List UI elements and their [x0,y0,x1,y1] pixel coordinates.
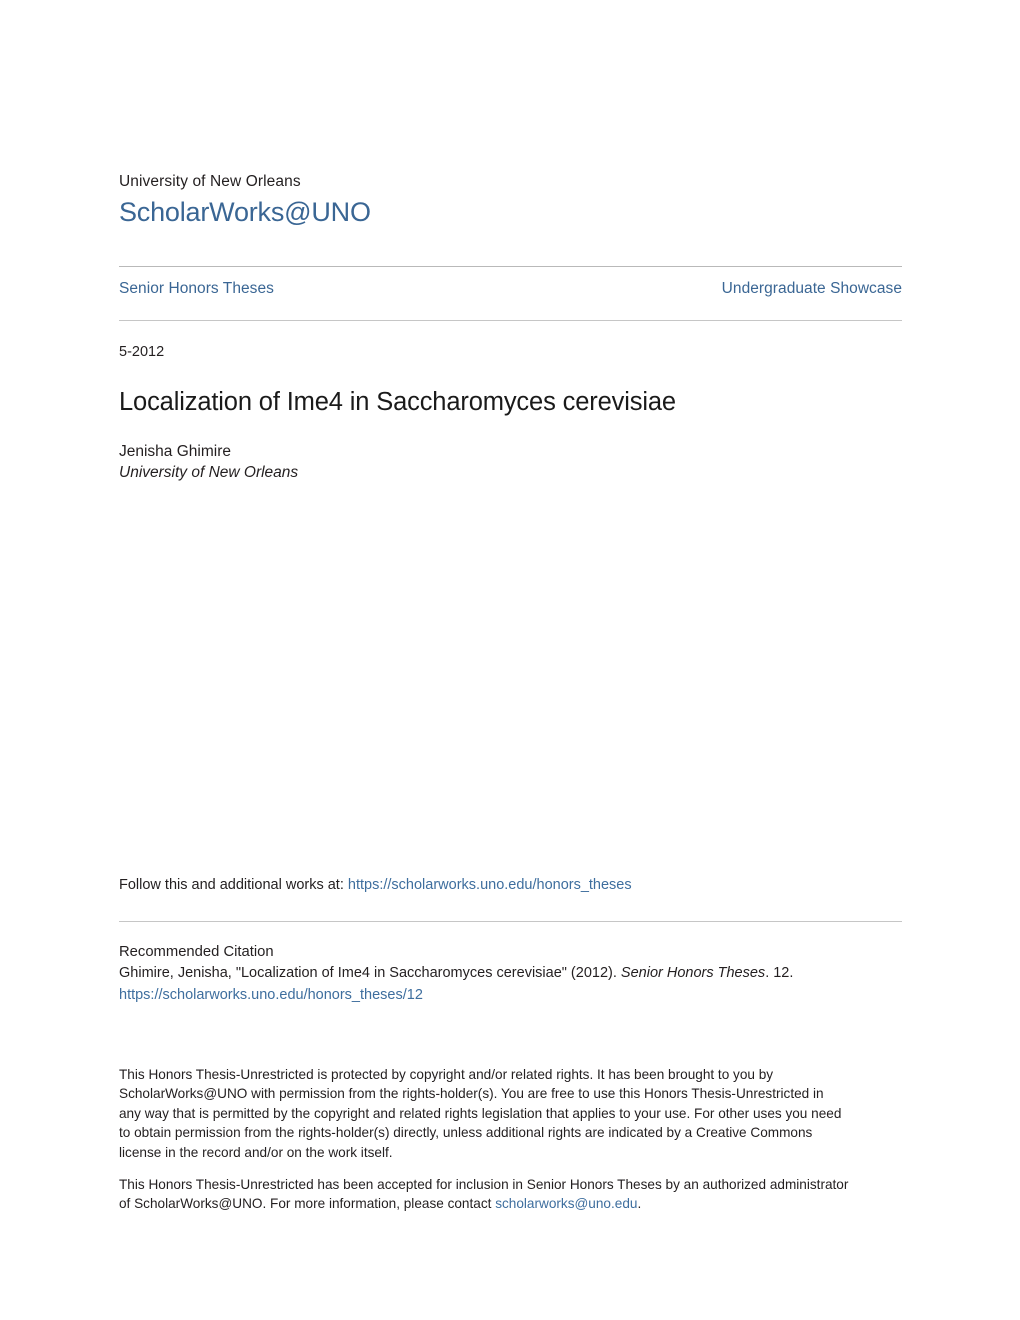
divider-above-nav [119,266,902,267]
article-header [119,342,909,483]
author-affiliation: University of New Orleans [119,464,299,481]
citation-text-after: . 12. [765,965,794,981]
page-title: Localization of Ime4 in Saccharomyces cerevisiae [119,388,676,416]
rights-statement: This Honors Thesis-Unrestricted is protected by copyright and/or related rights. It has been brought to you by ScholarWorks@UNO with permission from the rights-holder(s). You are free to use this Honors Thesis-Unrestricted in any way that is permitted by the copyright and related rights legislation that applies to your use. For other uses you need to obtain permission from the rights-holder(s) directly, unless additional rights are indicated by a Creative Commons license in the record and/or on the work itself. [119,1066,842,1160]
repository-name: ScholarWorks@UNO [119,197,371,227]
follow-prefix-text: Follow this and additional works at: [119,877,348,893]
collection-nav [119,278,902,300]
publication-date: 5-2012 [119,344,165,360]
citation-series-title: Senior Honors Theses [620,965,766,981]
citation-permalink[interactable]: https://scholarworks.uno.edu/honors_theses/12 [119,986,423,1003]
divider-above-citation [119,921,902,922]
administrator-statement [119,1175,859,1214]
administrator-statement-text: This Honors Thesis-Unrestricted has been accepted for inclusion in Senior Honors Theses by an authorized administrator of ScholarWorks@UNO. For more information, please contact [119,1176,849,1212]
institution-name: University of New Orleans [119,173,301,190]
recommended-citation [119,941,909,1006]
masthead [119,172,903,229]
follow-works-line [119,875,909,896]
administrator-statement-suffix: . [637,1196,642,1212]
citation-heading: Recommended Citation [119,944,274,960]
follow-works-link[interactable]: https://scholarworks.uno.edu/honors_theses [347,877,632,893]
citation-text-before: Ghimire, Jenisha, "Localization of Ime4 in Saccharomyces cerevisiae" (2012). [119,965,621,981]
nav-link-undergraduate-showcase[interactable]: Undergraduate Showcase [721,280,902,297]
contact-email-link[interactable]: scholarworks@uno.edu [495,1196,638,1212]
author-name: Jenisha Ghimire [119,443,231,460]
citation-text [119,963,909,985]
divider-below-nav [119,320,902,321]
citation-url-line [119,985,909,1007]
nav-link-senior-honors-theses[interactable]: Senior Honors Theses [119,280,274,297]
